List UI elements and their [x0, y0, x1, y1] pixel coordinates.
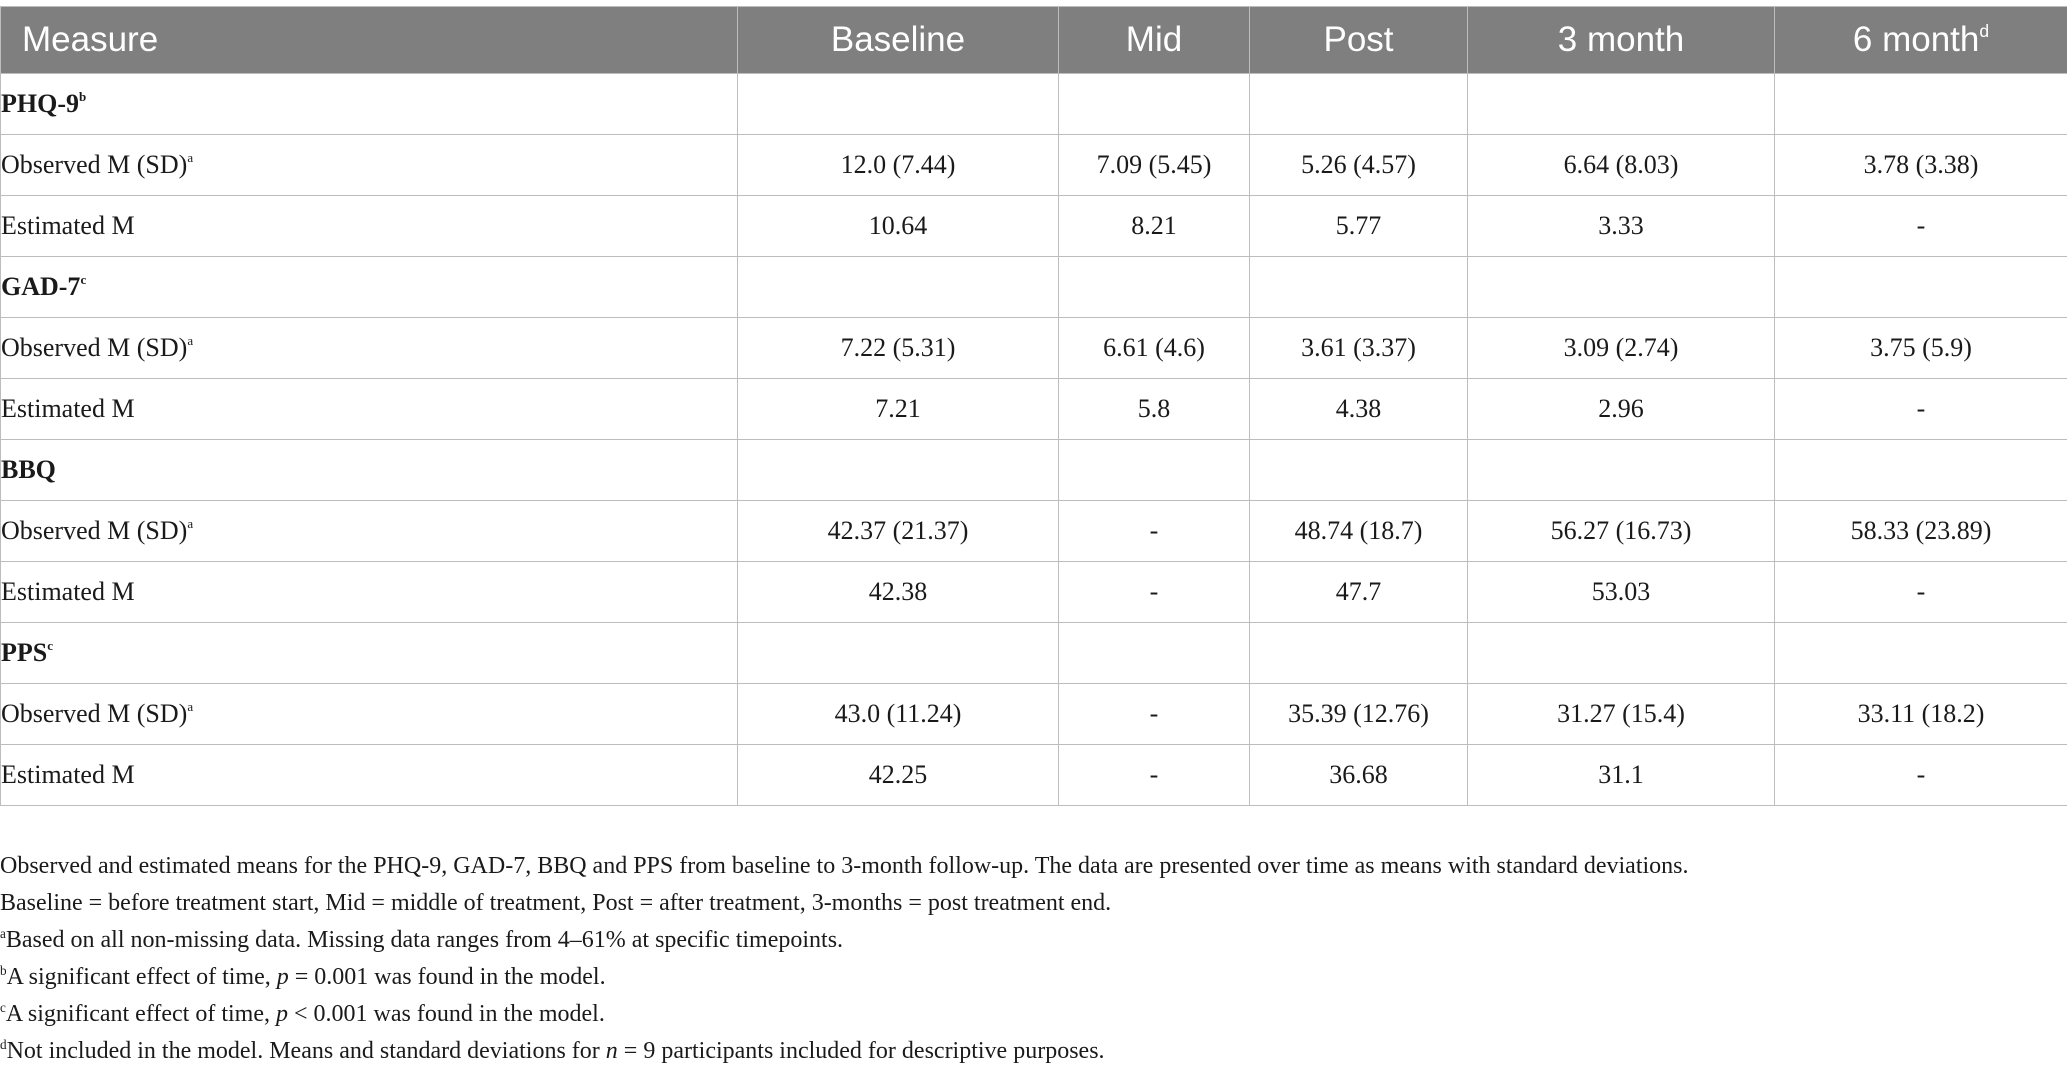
- value-cell: -: [1059, 684, 1250, 745]
- value-cell: 31.1: [1468, 745, 1775, 806]
- empty-cell: [1250, 623, 1468, 684]
- table-header: [1, 7, 2067, 74]
- group-row: [1, 74, 2067, 135]
- footnote-marker: c: [80, 272, 87, 288]
- value-cell: -: [1775, 379, 2067, 440]
- footnote-b: $^b$A significant effect of time, p = 0.001 was found in the model.: [0, 963, 606, 990]
- empty-cell: [1250, 257, 1468, 318]
- value-cell: 42.37 (21.37): [738, 501, 1059, 562]
- value-cell: 8.21: [1059, 196, 1250, 257]
- value-cell: 43.0 (11.24): [738, 684, 1059, 745]
- value-cell: 33.11 (18.2): [1775, 684, 2067, 745]
- footnote-marker: a: [187, 333, 194, 349]
- group-row: [1, 257, 2067, 318]
- empty-cell: [1775, 257, 2067, 318]
- header-post: Post: [1250, 7, 1468, 74]
- empty-cell: [1468, 74, 1775, 135]
- value-cell: -: [1059, 745, 1250, 806]
- header-baseline: Baseline: [738, 7, 1059, 74]
- group-label: PHQ-9$^b$: [1, 74, 738, 135]
- value-cell: 7.22 (5.31): [738, 318, 1059, 379]
- group-row: [1, 623, 2067, 684]
- table-footnotes: [0, 848, 2067, 1070]
- empty-cell: [1059, 440, 1250, 501]
- empty-cell: [1059, 74, 1250, 135]
- value-cell: 47.7: [1250, 562, 1468, 623]
- value-cell: 6.61 (4.6): [1059, 318, 1250, 379]
- footnote-marker: b: [79, 89, 87, 105]
- value-cell: -: [1775, 745, 2067, 806]
- value-cell: 7.09 (5.45): [1059, 135, 1250, 196]
- header-6-month: 6 month$^d$: [1775, 7, 2067, 74]
- value-cell: 5.26 (4.57): [1250, 135, 1468, 196]
- value-cell: 3.33: [1468, 196, 1775, 257]
- value-cell: 53.03: [1468, 562, 1775, 623]
- value-cell: 12.0 (7.44): [738, 135, 1059, 196]
- table-row: [1, 318, 2067, 379]
- empty-cell: [1059, 257, 1250, 318]
- value-cell: -: [1775, 196, 2067, 257]
- value-cell: 5.8: [1059, 379, 1250, 440]
- empty-cell: [738, 623, 1059, 684]
- value-cell: -: [1059, 501, 1250, 562]
- row-label: Observed M (SD)$^a$: [1, 135, 738, 196]
- value-cell: 5.77: [1250, 196, 1468, 257]
- row-label: Observed M (SD)$^a$: [1, 501, 738, 562]
- empty-cell: [1250, 440, 1468, 501]
- empty-cell: [738, 257, 1059, 318]
- value-cell: -: [1059, 562, 1250, 623]
- value-cell: 2.96: [1468, 379, 1775, 440]
- footnote-marker: c: [47, 638, 54, 654]
- table-row: [1, 684, 2067, 745]
- empty-cell: [1250, 74, 1468, 135]
- footnote-a: $^a$Based on all non-missing data. Missing data ranges from 4–61% at specific timepoints.: [0, 926, 844, 953]
- group-label: GAD-7$^c$: [1, 257, 738, 318]
- value-cell: 4.38: [1250, 379, 1468, 440]
- row-label: Observed M (SD)$^a$: [1, 318, 738, 379]
- value-cell: -: [1775, 562, 2067, 623]
- table-row: [1, 196, 2067, 257]
- footnote-marker: a: [187, 150, 194, 166]
- value-cell: 3.09 (2.74): [1468, 318, 1775, 379]
- value-cell: 31.27 (15.4): [1468, 684, 1775, 745]
- header-mid: Mid: [1059, 7, 1250, 74]
- value-cell: 7.21: [738, 379, 1059, 440]
- row-label: Estimated M: [1, 562, 738, 623]
- table-row: [1, 135, 2067, 196]
- empty-cell: [1775, 440, 2067, 501]
- footnote-marker: d: [1979, 20, 1990, 41]
- value-cell: 35.39 (12.76): [1250, 684, 1468, 745]
- timepoint-definitions: Baseline = before treatment start, Mid = middle of treatment, Post = after treatment, 3-months = post treatment end.: [0, 890, 1112, 916]
- value-cell: 42.25: [738, 745, 1059, 806]
- empty-cell: [738, 74, 1059, 135]
- footnote-marker: a: [187, 516, 194, 532]
- results-table: [0, 6, 2067, 806]
- empty-cell: [1468, 623, 1775, 684]
- empty-cell: [1468, 257, 1775, 318]
- row-label: Observed M (SD)$^a$: [1, 684, 738, 745]
- table-row: [1, 562, 2067, 623]
- value-cell: 3.61 (3.37): [1250, 318, 1468, 379]
- row-label: Estimated M: [1, 379, 738, 440]
- group-label: PPS$^c$: [1, 623, 738, 684]
- header-3-month: 3 month: [1468, 7, 1775, 74]
- value-cell: 3.78 (3.38): [1775, 135, 2067, 196]
- group-row: [1, 440, 2067, 501]
- header-row: [1, 7, 2067, 74]
- empty-cell: [1059, 623, 1250, 684]
- value-cell: 56.27 (16.73): [1468, 501, 1775, 562]
- value-cell: 3.75 (5.9): [1775, 318, 2067, 379]
- value-cell: 6.64 (8.03): [1468, 135, 1775, 196]
- value-cell: 10.64: [738, 196, 1059, 257]
- table-row: [1, 745, 2067, 806]
- group-label: BBQ: [1, 440, 738, 501]
- footnote-c: $^c$A significant effect of time, p < 0.001 was found in the model.: [0, 1000, 605, 1027]
- empty-cell: [1468, 440, 1775, 501]
- empty-cell: [738, 440, 1059, 501]
- value-cell: 42.38: [738, 562, 1059, 623]
- table-body: [1, 74, 2067, 806]
- row-label: Estimated M: [1, 196, 738, 257]
- footnote-marker: a: [187, 699, 194, 715]
- table-caption: Observed and estimated means for the PHQ-9, GAD-7, BBQ and PPS from baseline to 3-month follow-up. The data are presented over time as means with standard deviations.: [0, 853, 1689, 879]
- value-cell: 48.74 (18.7): [1250, 501, 1468, 562]
- empty-cell: [1775, 623, 2067, 684]
- table-row: [1, 501, 2067, 562]
- empty-cell: [1775, 74, 2067, 135]
- value-cell: 58.33 (23.89): [1775, 501, 2067, 562]
- table-row: [1, 379, 2067, 440]
- footnote-d: $^d$Not included in the model. Means and standard deviations for n = 9 participants included for descriptive purposes.: [0, 1037, 1105, 1064]
- header-measure: Measure: [1, 7, 738, 74]
- value-cell: 36.68: [1250, 745, 1468, 806]
- row-label: Estimated M: [1, 745, 738, 806]
